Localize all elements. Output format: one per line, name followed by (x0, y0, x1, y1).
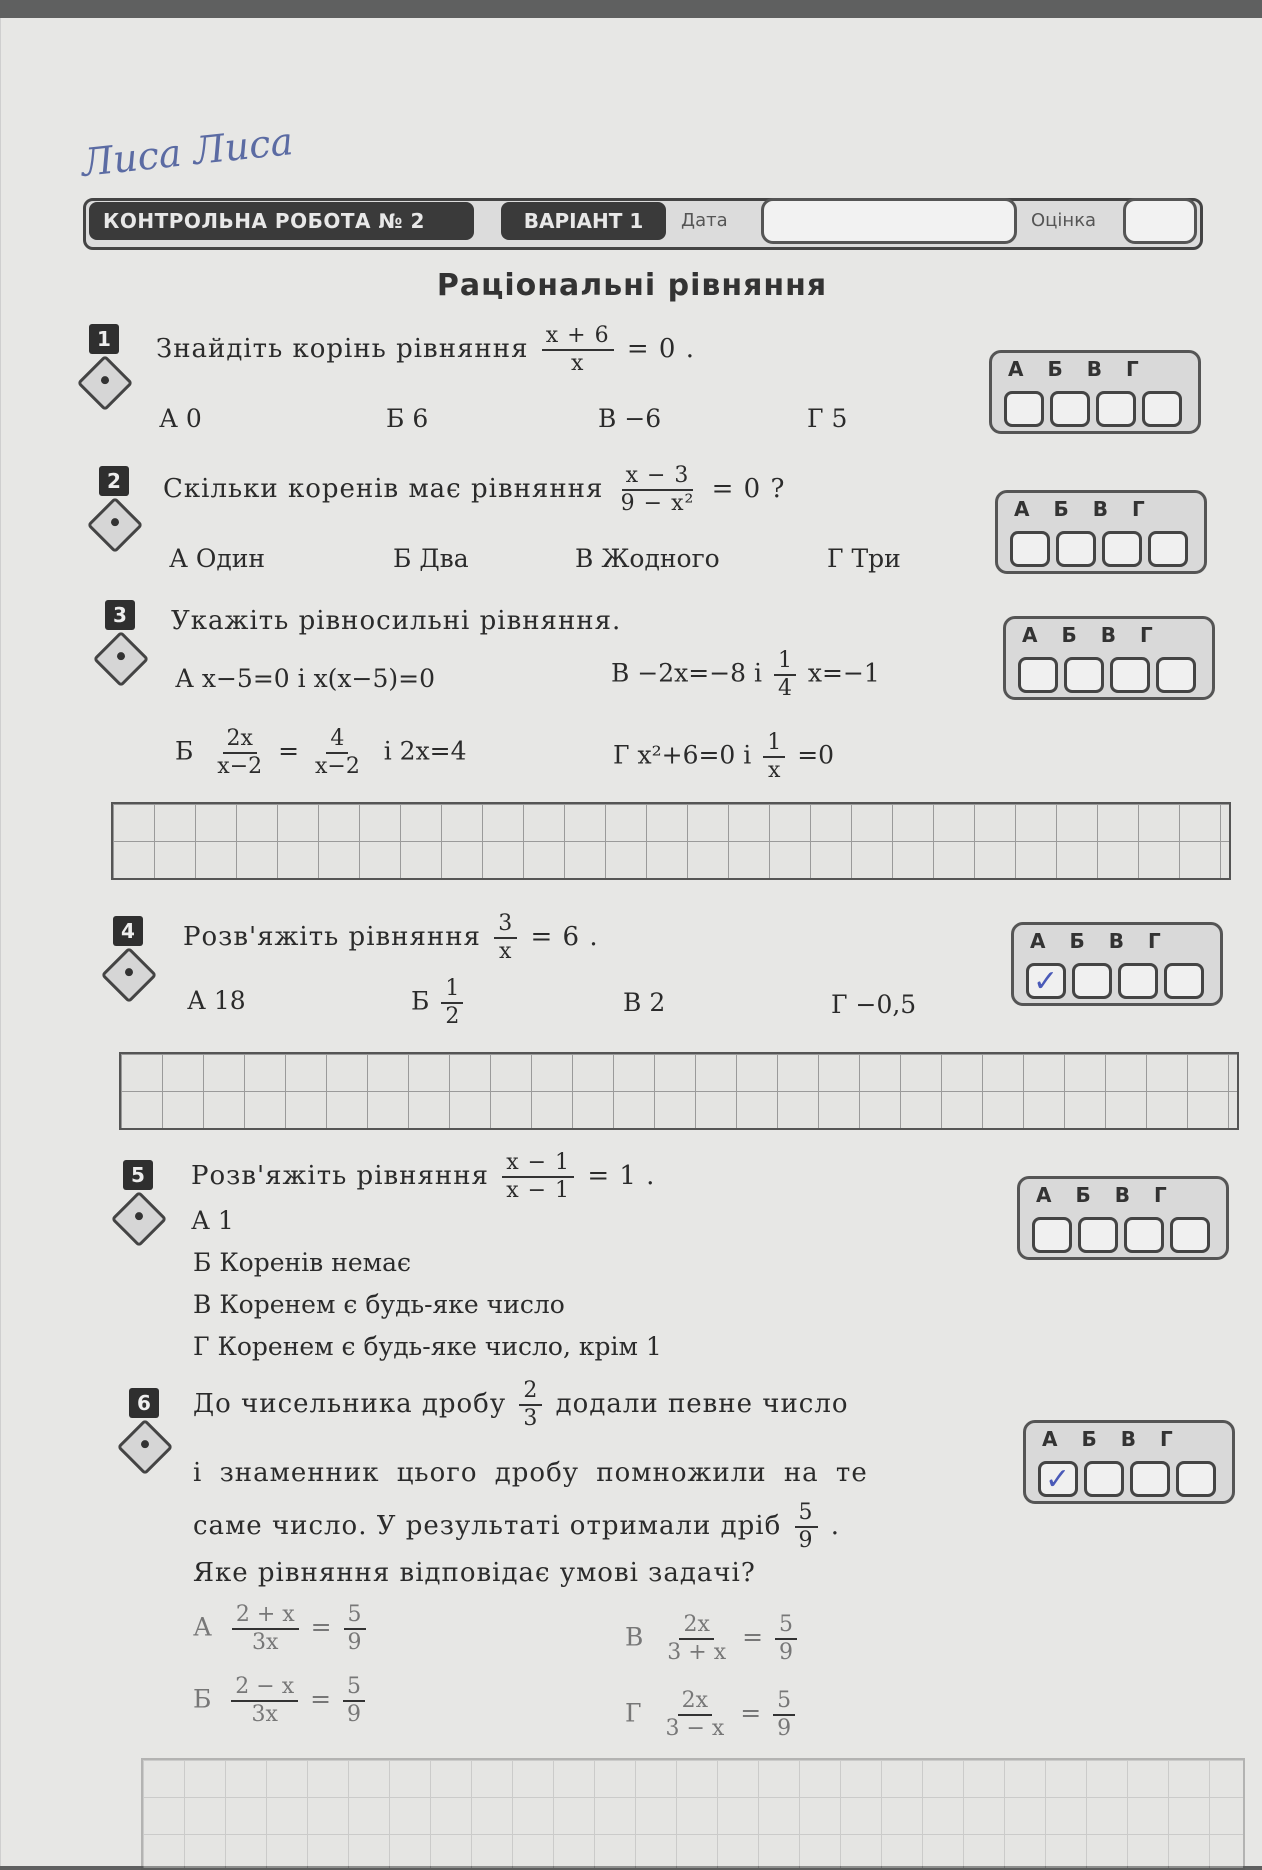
option-a: А $\frac{2 + x}{3x}$ = $\frac{5}{9}$ (193, 1602, 370, 1656)
answer-cell-g[interactable] (1142, 391, 1182, 427)
difficulty-icon (77, 355, 134, 412)
option-b: Б Коренів немає (193, 1248, 412, 1277)
checkmark-icon: ✓ (1045, 1462, 1071, 1497)
answer-cell-b[interactable] (1078, 1217, 1118, 1253)
question-3-text: Укажіть рівносильні рівняння. (171, 606, 622, 636)
answer-cell-v[interactable] (1110, 657, 1150, 693)
answer-box: А Б В Г (989, 350, 1201, 434)
answer-box: А Б В Г (1017, 1176, 1229, 1260)
question-number: 6 (129, 1388, 159, 1418)
answer-box: А Б В Г (1003, 616, 1215, 700)
date-label: Дата (681, 210, 728, 231)
option-b: Б $\frac{2x}{x-2}$ = $\frac{4}{x-2}$ і 2x=4 (175, 726, 467, 779)
option-v: В −2x=−8 і $\frac{1}{4}$ x=−1 (611, 648, 880, 701)
checkmark-icon: ✓ (1033, 964, 1059, 999)
option-b: Б 6 (386, 404, 429, 433)
answer-cell-v[interactable] (1102, 531, 1142, 567)
equation-fraction: $\frac{x - 3}{\text{9 − x²}}$ (620, 463, 695, 516)
equation-fraction: $\frac{x + 6}{x}$ (542, 323, 614, 377)
option-a: А 1 (191, 1206, 234, 1235)
question-number: 1 (89, 324, 119, 354)
question-4-text: Розв'яжіть рівняння $\frac{3}{x}$ = 6 . (183, 911, 599, 964)
equation-fraction: $\frac{x - 1}{x - 1}$ (502, 1150, 574, 1204)
page-title: Раціональні рівняння (436, 268, 828, 303)
question-2-text: Скільки коренів має рівняння $\frac{x - 3}{\text{9 − x²}}$ = 0 ? (163, 463, 786, 516)
answer-grid[interactable] (111, 802, 1231, 880)
answer-grid[interactable] (119, 1052, 1239, 1130)
option-a: А x−5=0 і x(x−5)=0 (175, 664, 435, 693)
option-b: Б $\frac{2 - x}{3x}$ = $\frac{5}{9}$ (193, 1674, 369, 1728)
question-number: 4 (113, 916, 143, 946)
answer-box: А Б В Г ✓ (1023, 1420, 1235, 1504)
question-6-line-2: і знаменник цього дробу помножили на те (193, 1458, 868, 1488)
option-g: Г 5 (807, 404, 848, 433)
option-b: Б $\frac{1}{2}$ (411, 976, 467, 1030)
option-b: Б Два (393, 544, 469, 573)
test-title: КОНТРОЛЬНА РОБОТА № 2 (89, 202, 474, 240)
answer-cell-g[interactable] (1156, 657, 1196, 693)
option-g: Г −0,5 (831, 990, 917, 1019)
option-a: А Один (169, 544, 266, 573)
difficulty-icon (93, 631, 150, 688)
answer-cell-a[interactable] (1010, 531, 1050, 567)
answer-cell-b[interactable] (1072, 963, 1112, 999)
difficulty-icon (111, 1191, 168, 1248)
answer-cell-a[interactable] (1032, 1217, 1072, 1253)
question-6-line-3: саме число. У результаті отримали дріб $\frac{5}{9}$ . (193, 1500, 841, 1553)
option-a: А 18 (187, 986, 246, 1015)
answer-cell-b[interactable] (1050, 391, 1090, 427)
option-v: В Жодного (575, 544, 720, 573)
question-number: 3 (105, 600, 135, 630)
date-field[interactable] (761, 198, 1017, 244)
answer-cell-b[interactable] (1064, 657, 1104, 693)
answer-cell-v[interactable] (1096, 391, 1136, 427)
question-1-text: Знайдіть корінь рівняння $\frac{x + 6}{x}$ = 0 . (156, 323, 695, 376)
answer-cell-v[interactable] (1124, 1217, 1164, 1253)
option-v: В $\frac{2x}{3 + x}$ = $\frac{5}{9}$ (625, 1612, 801, 1666)
answer-cell-v[interactable] (1118, 963, 1158, 999)
answer-cell-g[interactable] (1148, 531, 1188, 567)
answer-box: А Б В Г (995, 490, 1207, 574)
option-a: А 0 (159, 404, 202, 433)
option-g: Г Коренем є будь-яке число, крім 1 (193, 1332, 662, 1361)
question-6-line-4: Яке рівняння відповідає умові задачі? (193, 1558, 756, 1588)
answer-cell-a[interactable] (1018, 657, 1058, 693)
answer-cell-b[interactable] (1084, 1461, 1124, 1497)
answer-cell-a[interactable] (1026, 963, 1066, 999)
answer-cell-a[interactable] (1038, 1461, 1078, 1497)
variant-label: ВАРІАНТ 1 (501, 202, 666, 240)
option-v: В Коренем є будь-яке число (193, 1290, 565, 1319)
answer-cell-g[interactable] (1176, 1461, 1216, 1497)
handwritten-signature: Лиса Лиса (79, 119, 296, 185)
answer-cell-a[interactable] (1004, 391, 1044, 427)
option-g: Г $\frac{2x}{3 - x}$ = $\frac{5}{9}$ (625, 1688, 799, 1742)
question-number: 2 (99, 466, 129, 496)
option-g: Г Три (827, 544, 901, 573)
answer-cell-g[interactable] (1164, 963, 1204, 999)
difficulty-icon (117, 1419, 174, 1476)
answer-cell-g[interactable] (1170, 1217, 1210, 1253)
option-v: В 2 (623, 988, 666, 1017)
difficulty-icon (87, 497, 144, 554)
answer-cell-b[interactable] (1056, 531, 1096, 567)
question-number: 5 (123, 1160, 153, 1190)
question-5-text: Розв'яжіть рівняння $\frac{x - 1}{x - 1}$ = 1 . (191, 1150, 656, 1203)
equation-fraction: $\frac{3}{x}$ (494, 911, 517, 965)
question-6-line-1: До чисельника дробу $\frac{2}{3}$ додали певне число (193, 1378, 849, 1431)
grade-label: Оцінка (1031, 210, 1097, 231)
answer-box: А Б В Г ✓ (1011, 922, 1223, 1006)
grade-field[interactable] (1123, 198, 1197, 244)
option-v: В −6 (598, 404, 662, 433)
answer-grid[interactable] (141, 1758, 1245, 1870)
worksheet-page (0, 18, 1262, 1866)
option-g: Г x²+6=0 і $\frac{1}{x}$ =0 (613, 730, 835, 783)
answer-cell-v[interactable] (1130, 1461, 1170, 1497)
difficulty-icon (101, 947, 158, 1004)
